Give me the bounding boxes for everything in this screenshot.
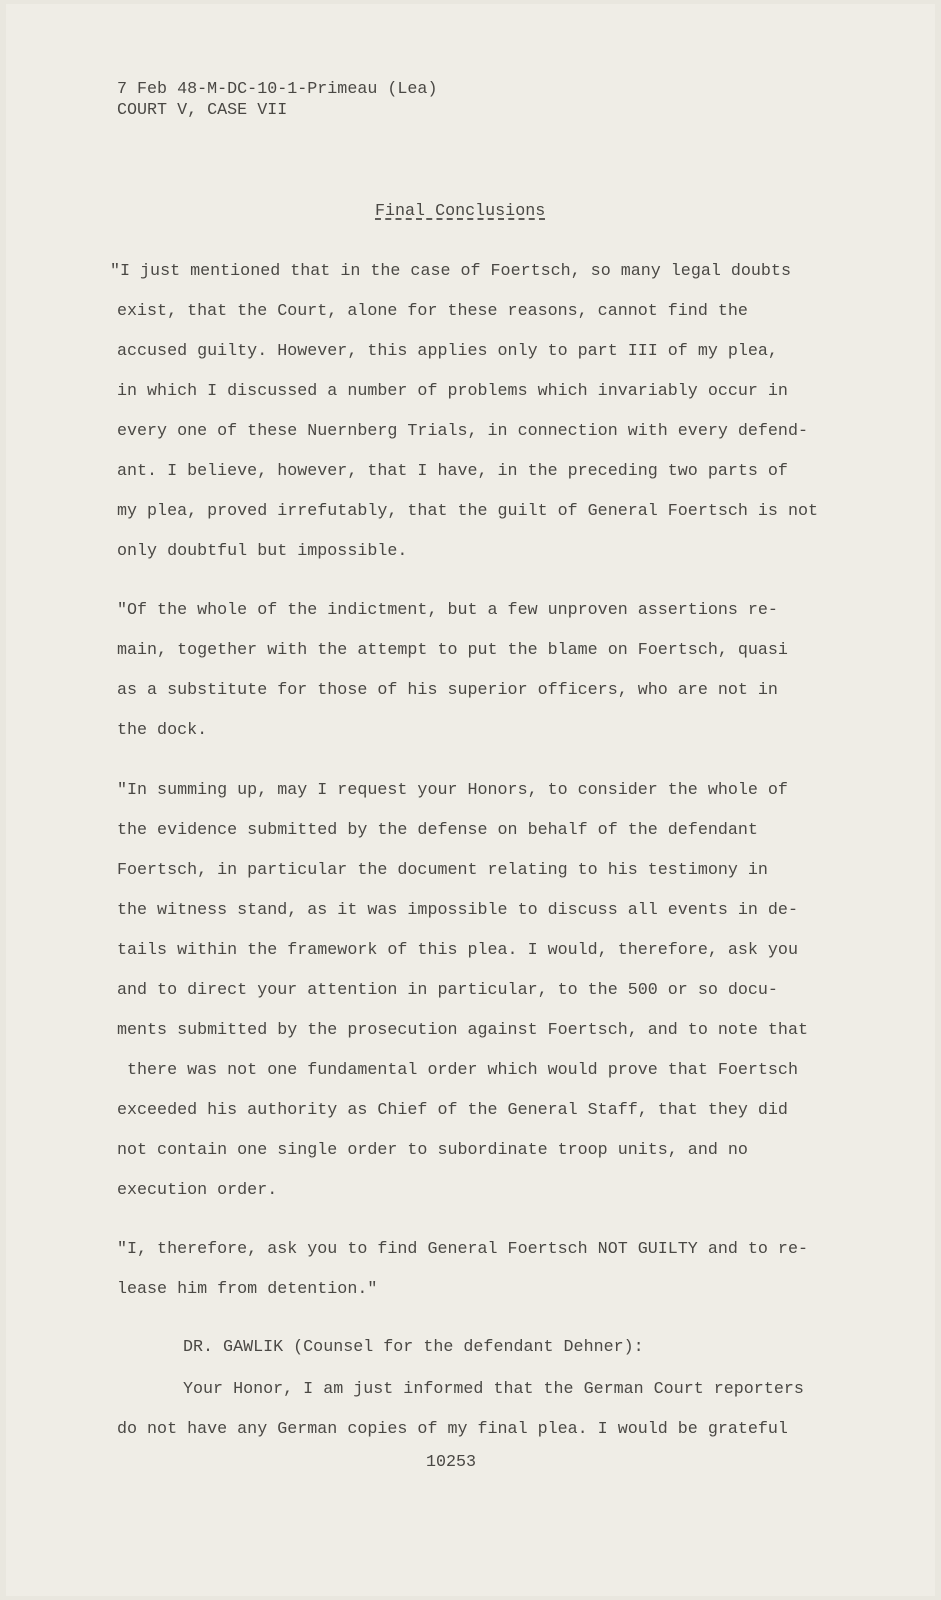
paragraph-line: lease him from detention." [117, 1280, 378, 1299]
speaker-line: DR. GAWLIK (Counsel for the defendant Dehner): [183, 1338, 644, 1357]
paragraph-line: every one of these Nuernberg Trials, in connection with every defend- [117, 422, 808, 441]
paragraph-line: "I, therefore, ask you to find General Foertsch NOT GUILTY and to re- [117, 1240, 808, 1259]
header-line-2: COURT V, CASE VII [117, 101, 288, 120]
paragraph-line: main, together with the attempt to put the blame on Foertsch, quasi [117, 641, 788, 660]
page-number: 10253 [426, 1453, 477, 1472]
paragraph-line: "In summing up, may I request your Honors, to consider the whole of [117, 781, 788, 800]
paragraph-line: and to direct your attention in particular, to the 500 or so docu- [117, 981, 778, 1000]
paragraph-line: execution order. [117, 1181, 278, 1200]
paragraph-line: exceeded his authority as Chief of the General Staff, that they did [117, 1101, 788, 1120]
paragraph-line: the evidence submitted by the defense on behalf of the defendant [117, 821, 758, 840]
paragraph-line: ant. I believe, however, that I have, in the preceding two parts of [117, 462, 788, 481]
paragraph-line: tails within the framework of this plea. I would, therefore, ask you [117, 941, 798, 960]
paragraph-line: as a substitute for those of his superior officers, who are not in [117, 681, 778, 700]
paragraph-line: my plea, proved irrefutably, that the guilt of General Foertsch is not [117, 502, 818, 521]
paragraph-line: ments submitted by the prosecution against Foertsch, and to note that [117, 1021, 808, 1040]
paragraph-line: "I just mentioned that in the case of Foertsch, so many legal doubts [110, 262, 791, 281]
paragraph-line: Foertsch, in particular the document relating to his testimony in [117, 861, 768, 880]
paragraph-line: the witness stand, as it was impossible to discuss all events in de- [117, 901, 798, 920]
paragraph-line: "Of the whole of the indictment, but a few unproven assertions re- [117, 601, 778, 620]
header-line-1: 7 Feb 48-M-DC-10-1-Primeau (Lea) [117, 80, 438, 99]
paragraph-line: accused guilty. However, this applies only to part III of my plea, [117, 342, 778, 361]
speech-line: Your Honor, I am just informed that the German Court reporters [183, 1380, 804, 1399]
paragraph-line: exist, that the Court, alone for these reasons, cannot find the [117, 302, 748, 321]
paragraph-line: not contain one single order to subordinate troop units, and no [117, 1141, 748, 1160]
paragraph-line: there was not one fundamental order which would prove that Foertsch [117, 1061, 798, 1080]
speech-line: do not have any German copies of my final plea. I would be grateful [117, 1420, 788, 1439]
document-title: Final Conclusions [375, 202, 546, 221]
paragraph-line: in which I discussed a number of problems which invariably occur in [117, 382, 788, 401]
paragraph-line: the dock. [117, 721, 208, 740]
paragraph-line: only doubtful but impossible. [117, 542, 408, 561]
